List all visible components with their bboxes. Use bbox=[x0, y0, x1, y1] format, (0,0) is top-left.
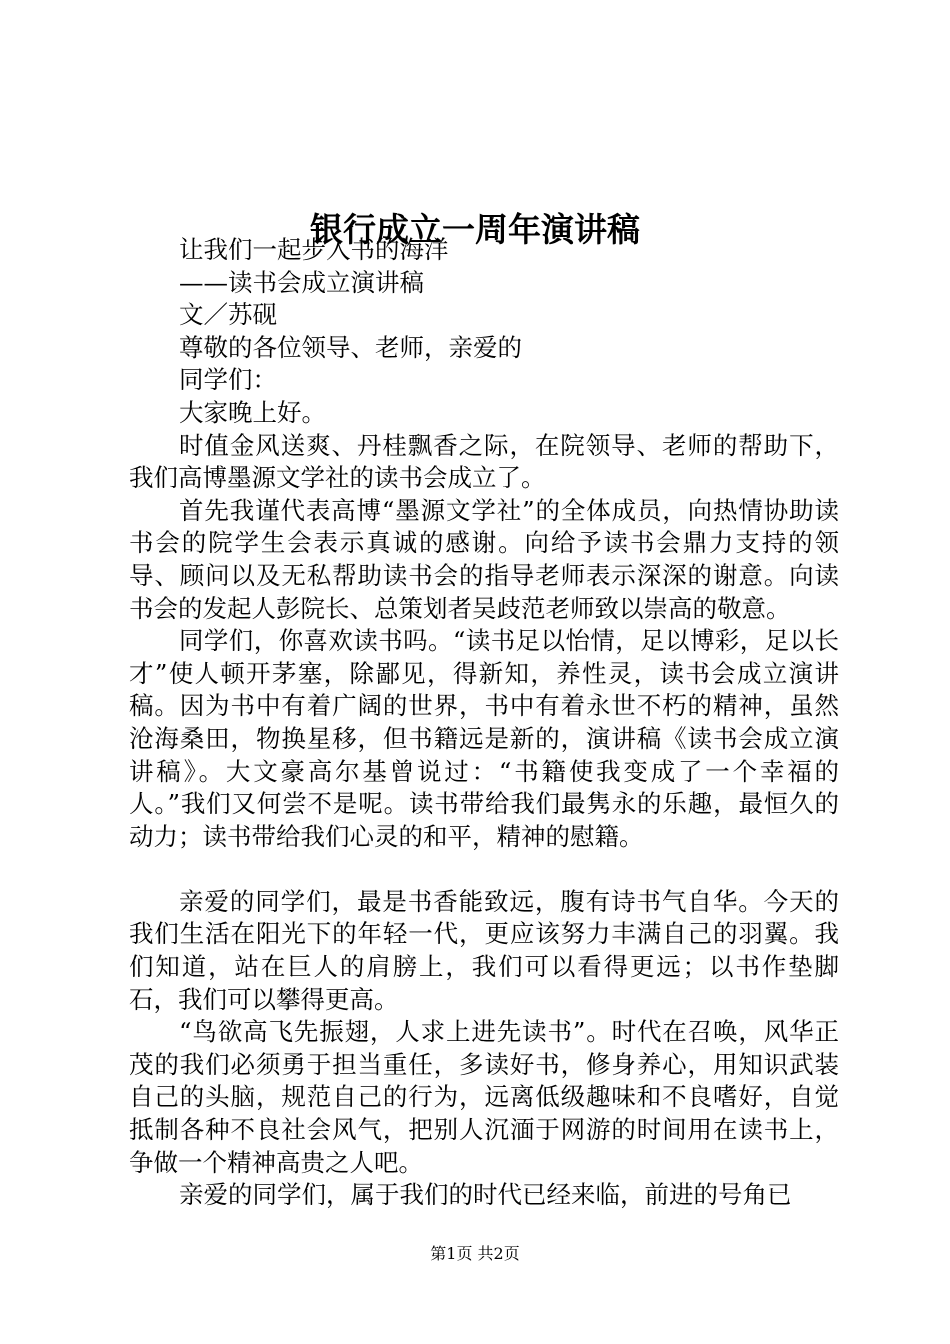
page-title: 银行成立一周年演讲稿 bbox=[310, 210, 640, 250]
paragraph: 时值金风送爽、丹桂飘香之际，在院领导、老师的帮助下，我们高博墨源文学社的读书会成立了。 bbox=[129, 430, 839, 493]
paragraph: 同学们： bbox=[179, 365, 277, 395]
paragraph: 尊敬的各位领导、老师，亲爱的 bbox=[179, 332, 522, 362]
document-body bbox=[129, 234, 839, 1212]
paragraph: 文／苏砚 bbox=[179, 300, 277, 330]
page-number: 第1页 共2页 bbox=[430, 1244, 520, 1263]
paragraph: 亲爱的同学们，最是书香能致远，腹有诗书气自华。今天的我们生活在阳光下的年轻一代，更应该努力丰满自己的羽翼。我们知道，站在巨人的肩膀上，我们可以看得更远；以书作垫脚石，我们可以攀得更高。 bbox=[129, 886, 839, 1014]
paragraph: 首先我谨代表高博“墨源文学社”的全体成员，向热情协助读书会的院学生会表示真诚的感谢。向给予读书会鼎力支持的领导、顾问以及无私帮助读书会的指导老师表示深深的谢意。向读书会的发起人彭院长、总策划者吴歧范老师致以崇高的敬意。 bbox=[129, 495, 839, 623]
paragraph: 同学们，你喜欢读书吗。“读书足以怡情，足以博彩，足以长才”使人顿开茅塞，除鄙见，得新知，养性灵，读书会成立演讲稿。因为书中有着广阔的世界，书中有着永世不朽的精神，虽然沧海桑田，物换星移，但书籍远是新的，演讲稿《读书会成立演讲稿》。大文豪高尔基曾说过：“书籍使我变成了一个幸福的人。”我们又何尝不是呢。读书带给我们最隽永的乐趣，最恒久的动力；读书带给我们心灵的和平，精神的慰籍。 bbox=[129, 626, 839, 851]
paragraph: ——读书会成立演讲稿 bbox=[179, 267, 424, 297]
paragraph: 亲爱的同学们，属于我们的时代已经来临，前进的号角已 bbox=[179, 1180, 792, 1210]
paragraph: 大家晚上好。 bbox=[179, 397, 326, 427]
paragraph: “鸟欲高飞先振翅，人求上进先读书”。时代在召唤，风华正茂的我们必须勇于担当重任，多读好书，修身养心，用知识武装自己的头脑，规范自己的行为，远离低级趣味和不良嗜好，自觉抵制各种不良社会风气，把别人沉湎于网游的时间用在读书上，争做一个精神高贵之人吧。 bbox=[129, 1017, 839, 1177]
paragraph: 让我们一起步入书的海洋 bbox=[179, 235, 449, 264]
